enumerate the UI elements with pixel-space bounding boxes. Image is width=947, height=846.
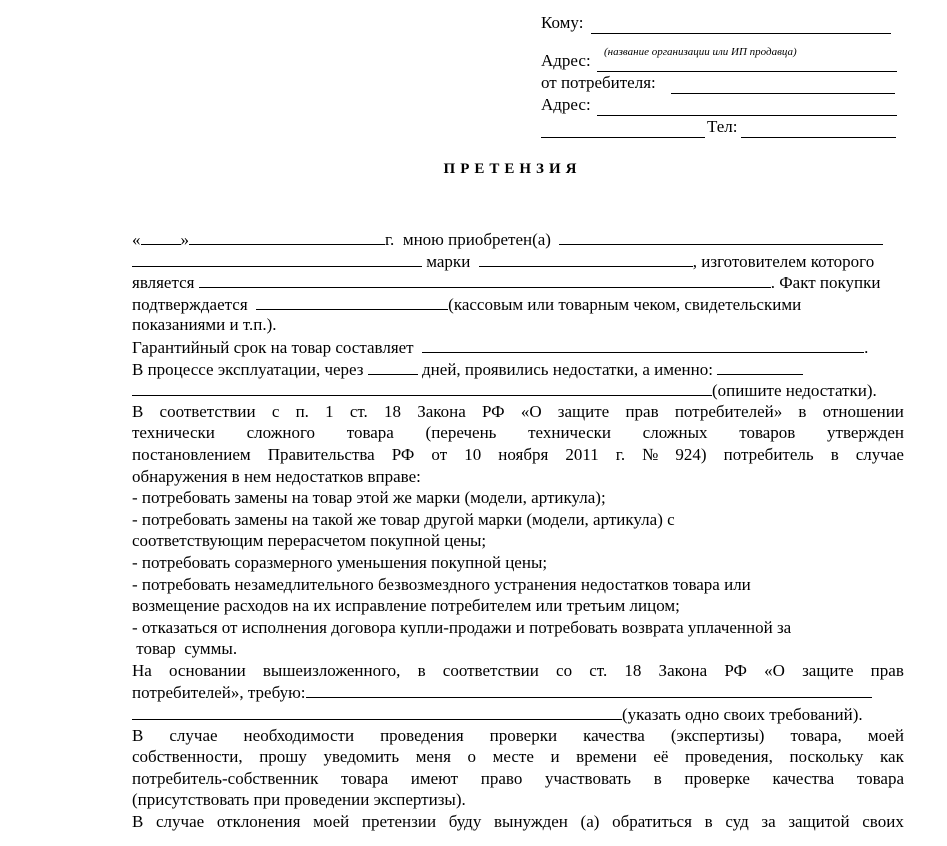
law-paragraph-line: обнаружения в нем недостатков вправе: <box>132 466 421 486</box>
proof-field[interactable] <box>256 293 448 310</box>
claim-body <box>132 228 904 833</box>
purchase-line <box>132 228 904 250</box>
warranty-label: Гарантийный срок на товар составляет <box>132 337 414 357</box>
law-paragraph-line: - потребовать незамедлительного безвозмездного устранения недостатков товара или <box>132 574 751 594</box>
law-paragraph-line: товар суммы. <box>132 639 238 659</box>
phone-field[interactable] <box>741 116 896 138</box>
confirmed-label: подтверждается <box>132 294 248 314</box>
purchased-text: мною приобретен(а) <box>402 230 551 249</box>
demand-hint: (указать одно своих требований). <box>622 705 863 725</box>
address-label-1: Адрес: <box>541 51 591 70</box>
day-field[interactable] <box>141 228 181 245</box>
address-row-1 <box>541 50 901 72</box>
defects-intro: В процессе эксплуатации, через <box>132 359 364 379</box>
law-paragraph-line: В соответствии с п. 1 ст. 18 Закона РФ «О защите прав потребителей» в отношении <box>132 401 904 421</box>
phone-label: Тел: <box>707 117 738 136</box>
warranty-field[interactable] <box>422 336 864 353</box>
product-field-2[interactable] <box>132 250 422 267</box>
testimony-line: показаниями и т.п.). <box>132 315 277 335</box>
defects-text: дней, проявились недостатки, а именно: <box>422 359 713 379</box>
defects-line-2 <box>132 379 904 401</box>
open-quote: « <box>132 230 141 249</box>
month-year-field[interactable] <box>189 228 385 245</box>
law-paragraph-line: - потребовать замены на товар этой же марки (модели, артикула); <box>132 488 606 508</box>
from-field[interactable] <box>671 72 895 94</box>
inspection-line: В случае необходимости проведения проверки качества (экспертизы) товара, моей <box>132 725 904 745</box>
brand-label: марки <box>426 251 471 271</box>
close-quote: » <box>180 230 189 249</box>
extra-field[interactable] <box>541 116 705 138</box>
inspection-line: собственности, прошу уведомить меня о месте и времени её проведения, поскольку как <box>132 747 904 767</box>
law-paragraph-line: - потребовать замены на такой же товар другой марки (модели, артикула) с <box>132 509 675 529</box>
law-paragraph-line: - отказаться от исполнения договора купли-продажи и потребовать возврата уплаченной за <box>132 617 792 637</box>
manufacturer-line <box>132 271 904 293</box>
inspection-line: потребитель-собственник товара имеют право участвовать в проверке качества товара <box>132 768 904 788</box>
law-paragraph-line: возмещение расходов на их исправление потребителем или третьим лицом; <box>132 596 680 616</box>
fact-text: . Факт покупки <box>770 273 881 293</box>
to-note: (название организации или ИП продавца) <box>604 46 797 58</box>
law-paragraph-line: - потребовать соразмерного уменьшения покупной цены; <box>132 552 548 572</box>
document-title: ПРЕТЕНЗИЯ <box>443 161 582 177</box>
law-paragraph-line: постановлением Правительства РФ от 10 ноября 2011 г. № 924) потребитель в случае <box>132 444 904 464</box>
defects-hint: (опишите недостатки). <box>712 381 877 401</box>
address-row-2 <box>541 94 901 116</box>
confirm-line <box>132 293 904 315</box>
product-field[interactable] <box>559 228 883 245</box>
is-label: является <box>132 273 195 293</box>
manufacturer-text: , изготовителем которого <box>692 251 875 271</box>
proof-hint: (кассовым или товарным чеком, свидетельскими <box>448 294 802 314</box>
brand-field[interactable] <box>479 250 693 267</box>
warranty-line <box>132 336 904 358</box>
demand-line-1: На основании вышеизложенного, в соответствии со ст. 18 Закона РФ «О защите прав <box>132 660 904 680</box>
demand-field[interactable] <box>306 681 872 698</box>
law-paragraph-line: соответствующим перерасчетом покупной цены; <box>132 531 487 551</box>
to-field[interactable] <box>591 12 891 34</box>
defects-field[interactable] <box>717 358 803 375</box>
demand-label: потребителей», требую: <box>132 683 306 703</box>
from-row <box>541 72 901 94</box>
defects-field-2[interactable] <box>132 379 712 396</box>
to-row <box>541 12 901 34</box>
to-label: Кому: <box>541 13 584 32</box>
address-label-2: Адрес: <box>541 95 591 114</box>
warranty-end: . <box>864 337 869 357</box>
phone-row <box>541 116 901 138</box>
court-line: В случае отклонения моей претензии буду вынужден (а) обратиться в суд за защитой своих <box>132 812 904 832</box>
from-label: от потребителя: <box>541 73 656 92</box>
law-paragraph-line: технически сложного товара (перечень технически сложных товаров утвержден <box>132 423 904 443</box>
address-field-2[interactable] <box>597 94 897 116</box>
defects-line <box>132 358 904 380</box>
year-label: г. <box>385 230 395 249</box>
inspection-line: (присутствовать при проведении экспертизы). <box>132 790 466 810</box>
manufacturer-field[interactable] <box>199 271 771 288</box>
demand-field-2[interactable] <box>132 703 622 720</box>
recipient-header <box>541 12 901 138</box>
demand-line-2 <box>132 681 904 703</box>
demand-line-3 <box>132 703 904 725</box>
address-field-1[interactable] <box>597 50 897 72</box>
brand-line <box>132 250 904 272</box>
days-field[interactable] <box>368 358 418 375</box>
